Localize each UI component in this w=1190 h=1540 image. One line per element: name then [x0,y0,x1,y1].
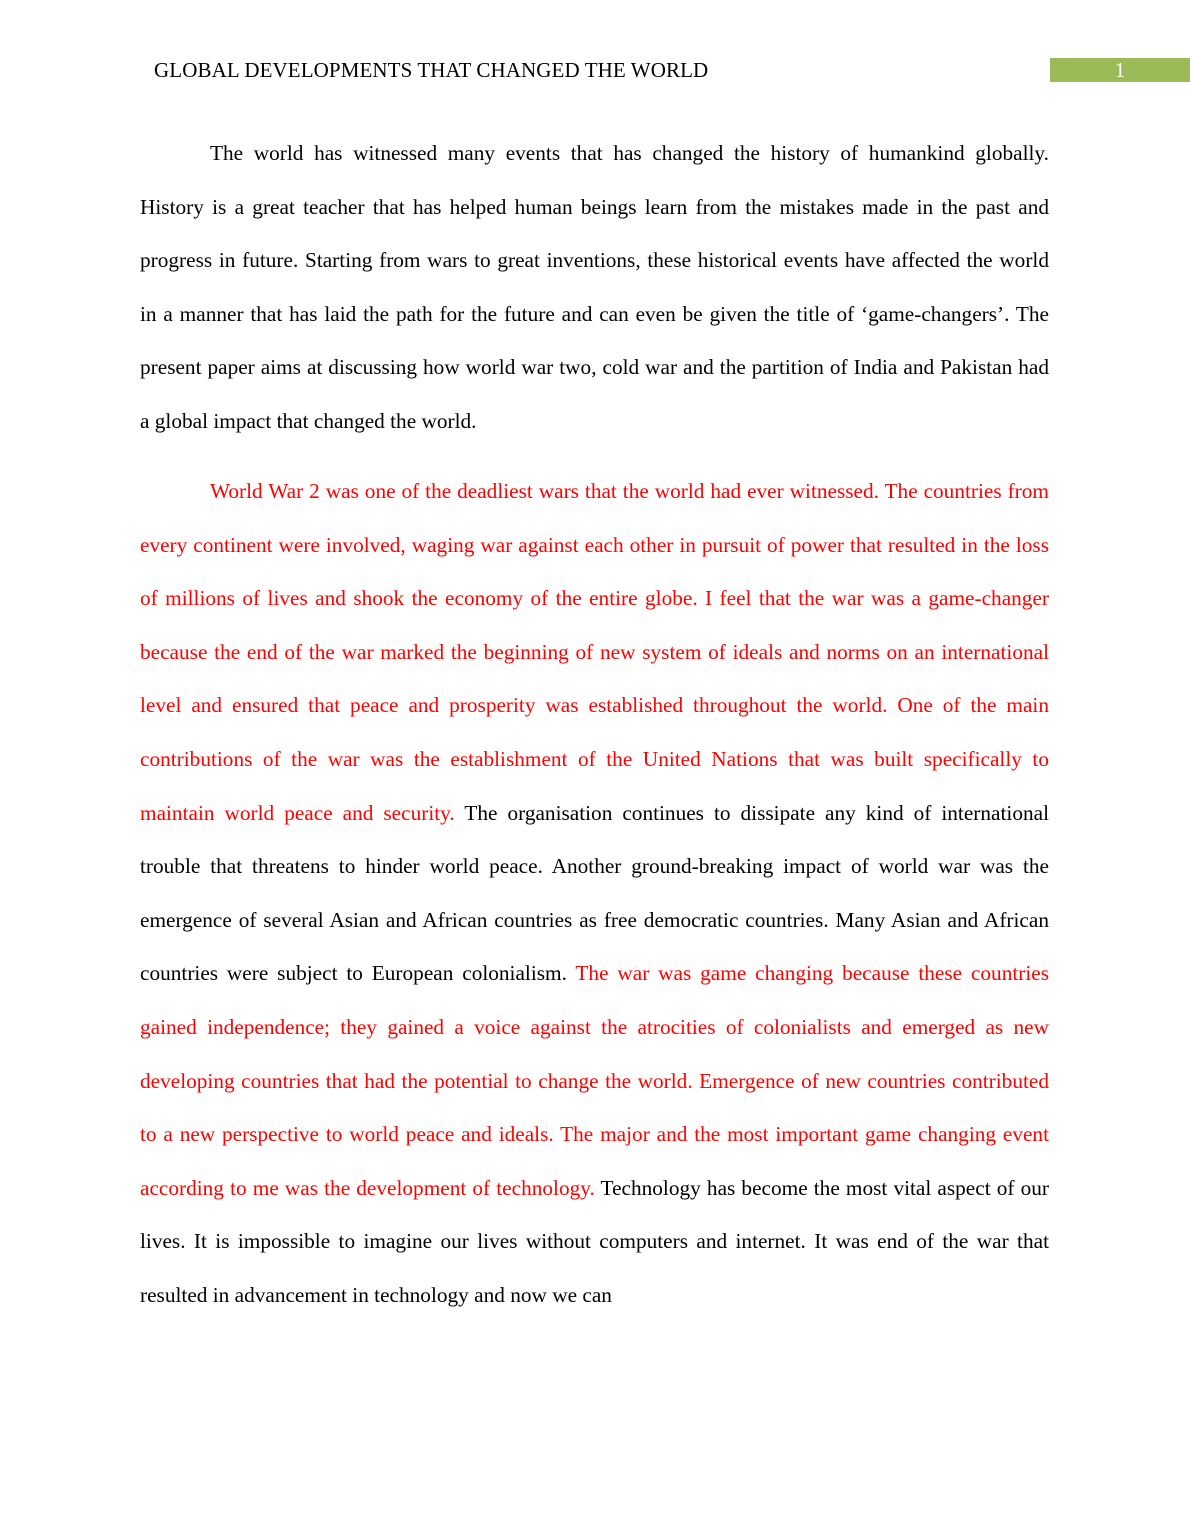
plain-text-segment: The organisation continues to dissipate any kind of international trouble that threatens to hinder world peace. Another ground-breaking impact of world war was the emergence of several Asian and African countries as free democratic countries. Many Asian and African countries were subject to European colonialism. [140,800,1049,986]
highlighted-text-segment: World War 2 was one of the deadliest wars that the world had ever witnessed. The countries from every continent were involved, waging war against each other in pursuit of power that resulted in the loss of millions of lives and shook the economy of the entire globe. I feel that the war was a game-changer because the end of the war marked the beginning of new system of ideals and norms on an international level and ensured that peace and prosperity was established throughout the world. One of the main contributions of the war was the establishment of the United Nations that was built specifically to maintain world peace and security. [140,479,1049,825]
plain-text-segment: Technology has become the most vital aspect of our lives. It is impossible to imagine our lives without computers and internet. It was end of the war that resulted in advancement in technology and now we can [140,1175,1049,1307]
intro-text: The world has witnessed many events that has changed the history of humankind globally. History is a great teacher that has helped human beings learn from the mistakes made in the past and progress in future. Starting from wars to great inventions, these historical events have affected the world in a manner that has laid the path for the future and can even be given the title of ‘game-changers’. The present paper aims at discussing how world war two, cold war and the partition of India and Pakistan had a global impact that changed the world. [140,141,1049,433]
running-head: GLOBAL DEVELOPMENTS THAT CHANGED THE WORLD [154,58,709,82]
paragraph-world-war-2 [140,465,1049,1323]
paragraph-introduction [140,127,1049,449]
highlighted-text-segment: The war was game changing because these countries gained independence; they gained a voice against the atrocities of colonialists and emerged as new developing countries that had the potential to change the world. Emergence of new countries contributed to a new perspective to world peace and ideals. The major and the most important game changing event according to me was the development of technology. [140,961,1050,1200]
page-number: 1 [1050,58,1190,82]
